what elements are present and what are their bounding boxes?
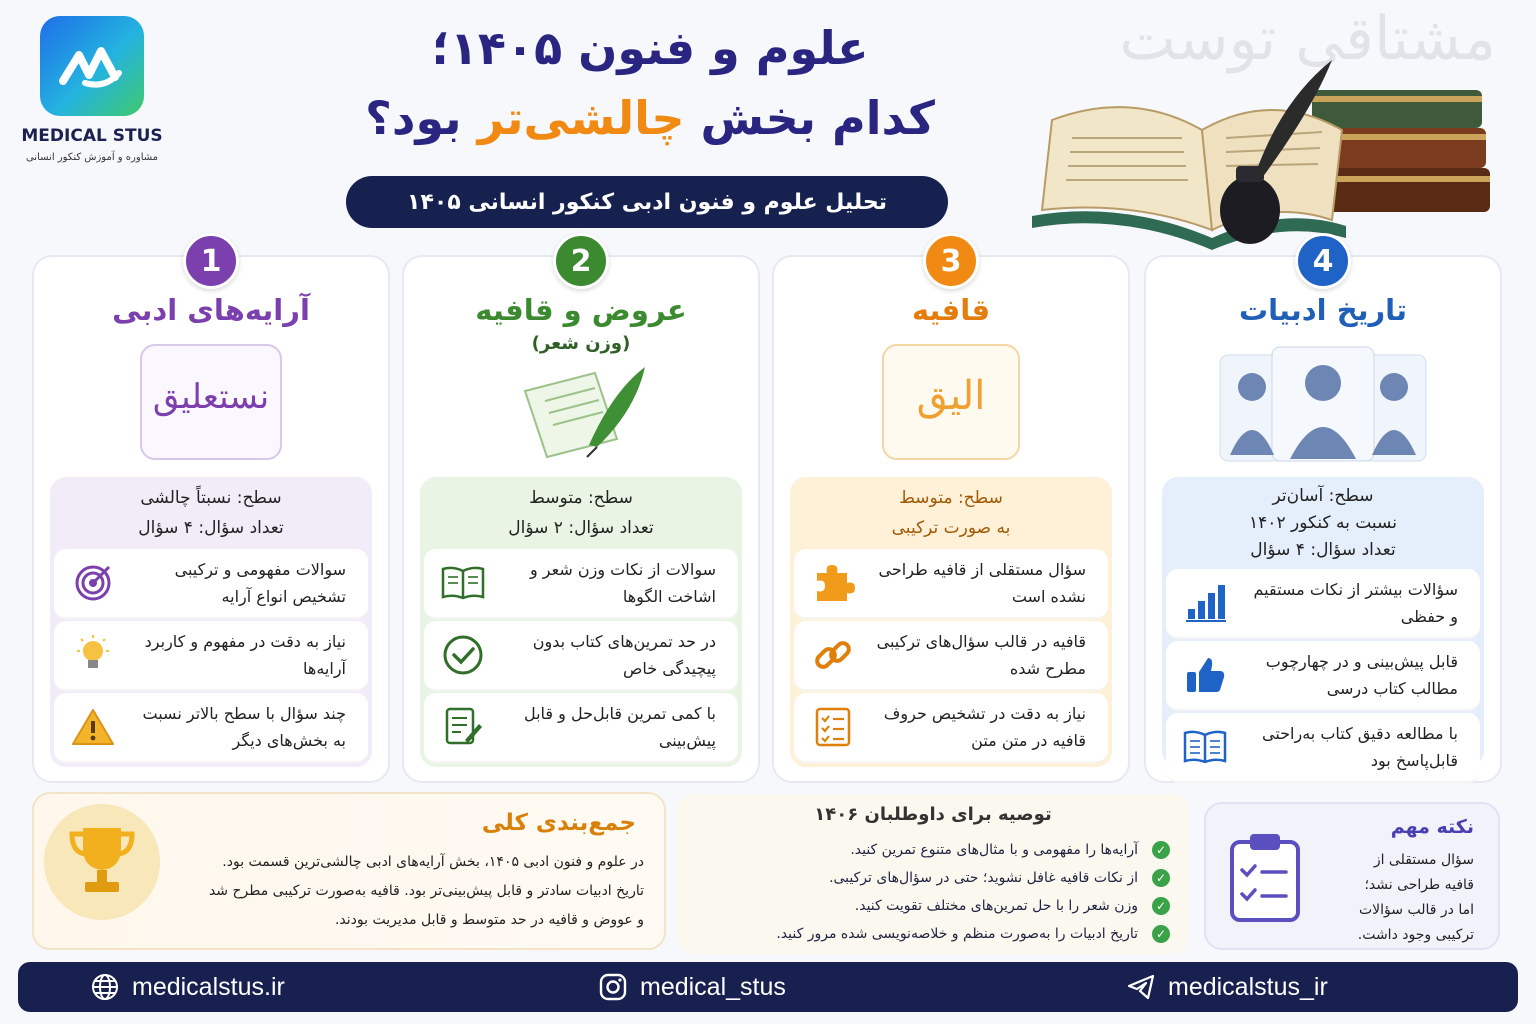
scroll-quill-illustration: [509, 361, 653, 461]
list-item: با مطالعه دقیق کتاب به‌راحتی قابل‌پاسخ بود: [1166, 713, 1480, 783]
note-title: نکته مهم: [1390, 816, 1474, 838]
card-subtitle: (وزن شعر): [531, 333, 631, 354]
card-literary-history: [1144, 243, 1502, 783]
card-rhyme: [772, 243, 1130, 783]
checklist-icon: [794, 706, 872, 748]
summary-title: جمع‌بندی کلی: [481, 810, 636, 836]
card-title: عروض و قافیه: [475, 293, 687, 327]
card-literary-devices: [32, 243, 390, 783]
background-calligraphy: مشتاقی توست: [1119, 4, 1496, 74]
check-icon: ✓: [1152, 925, 1170, 943]
list-item: در حد تمرین‌های کتاب بدون پیچیدگی خاص: [424, 621, 738, 691]
rhyme-calligraphy-illustration: [881, 343, 1021, 461]
recommendation-panel: [676, 794, 1190, 954]
telegram-icon: [1126, 972, 1156, 1002]
page-title-line1: علوم و فنون ۱۴۰۵؛: [431, 21, 869, 75]
instagram-icon: [598, 972, 628, 1002]
card-details: [420, 477, 742, 767]
card-number-badge: 1: [183, 233, 239, 289]
list-item: نیاز به دقت در مفهوم و کاربرد آرایه‌ها: [54, 621, 368, 691]
list-item: با کمی تمرین قابل‌حل و قابل پیش‌بینی: [424, 693, 738, 763]
footer-bar: [18, 962, 1518, 1012]
list-item: ✓ آرایه‌ها را مفهومی و با مثال‌های متنوع تمرین کنید.: [690, 836, 1170, 864]
page-title-line2: کدام بخش چالشی‌تر بود؟: [365, 91, 935, 145]
brand-logo: [40, 16, 144, 116]
card-details: [50, 477, 372, 767]
recommendation-title: توصیه برای داوطلبان ۱۴۰۶: [814, 804, 1052, 825]
level-info: سطح: نسبتاً چالشی تعداد سؤال: ۴ سؤال: [138, 488, 284, 538]
brand-subtitle: مشاوره و آموزش کنکور انسانی: [25, 152, 159, 163]
target-icon: [54, 563, 132, 603]
summary-panel: [32, 792, 666, 950]
list-item: قافیه در قالب سؤال‌های ترکیبی مطرح شده: [794, 621, 1108, 691]
puzzle-icon: [794, 561, 872, 605]
important-note-panel: [1204, 802, 1500, 950]
calligraphy-text: نستعلیق: [152, 377, 270, 417]
brand-name: MEDICAL STUS: [21, 126, 163, 146]
card-number-badge: 3: [923, 233, 979, 289]
list-item: ✓ وزن شعر را با حل تمرین‌های مختلف تقویت کنید.: [690, 892, 1170, 920]
summary-text: در علوم و فنون ادبی ۱۴۰۵، بخش آرایه‌های ادبی چالشی‌ترین قسمت بود. تاریخ ادبیات سادتر و قابل پیش‌بینی‌تر بود. قافیه به‌صورت ترکیبی مطرح شد و عووض و قافیه در حد متوسط و قابل مدیریت بودند.: [208, 854, 644, 928]
list-item: سوالات از نکات وزن شعر و اشاخت الگوها: [424, 549, 738, 619]
check-icon: ✓: [1152, 869, 1170, 887]
card-title: قافیه: [911, 293, 991, 327]
list-item: قابل پیش‌بینی و در چهارچوب مطالب کتاب درسی: [1166, 641, 1480, 711]
title-highlight: چالشی‌تر: [477, 91, 685, 145]
rhyme-calligraphy-text: الیق: [916, 373, 986, 419]
card-number-badge: 4: [1295, 233, 1351, 289]
clipboard-check-icon: [1228, 832, 1302, 928]
lightbulb-icon: [54, 633, 132, 677]
card-details: [790, 477, 1112, 767]
logo-mark-icon: [57, 41, 127, 91]
card-title: تاریخ ادبیات: [1239, 293, 1407, 327]
card-details: [1162, 477, 1484, 770]
card-prosody: [402, 243, 760, 783]
card-title: آرایه‌های ادبی: [112, 293, 310, 327]
list-item: سوالات مفهومی و ترکیبی تشخیص انواع آرایه: [54, 549, 368, 619]
note-text: سؤال مستقلی از قافیه طراحی نشد؛ اما در قالب سؤالات ترکیبی وجود داشت.: [1357, 852, 1474, 943]
page-subtitle-pill: تحلیل علوم و فنون ادبی کنکور انسانی ۱۴۰۵: [346, 176, 948, 228]
list-item: نیاز به دقت در تشخیص حروف قافیه در متن متن: [794, 693, 1108, 763]
calligraphy-illustration: [139, 343, 283, 461]
link-icon: [794, 634, 872, 676]
check-icon: ✓: [1152, 841, 1170, 859]
poets-illustration: [1218, 345, 1428, 463]
open-book-icon: [1032, 107, 1346, 250]
list-item: چند سؤال با سطح بالاتر نسبت به بخش‌های دیگر: [54, 693, 368, 763]
check-icon: ✓: [1152, 897, 1170, 915]
list-item: سؤال مستقلی از قافیه طراحی نشده است: [794, 549, 1108, 619]
level-info: سطح: آسان‌تر نسبت به کنکور ۱۴۰۲ تعداد سؤال: ۴ سؤال: [1249, 485, 1397, 560]
list-item: ✓ تاریخ ادبیات را به‌صورت منظم و خلاصه‌نویسی شده مرور کنید.: [690, 920, 1170, 948]
edit-document-icon: [424, 706, 502, 748]
books-quill-illustration: [1012, 60, 1492, 250]
card-number-badge: 2: [553, 233, 609, 289]
level-info: سطح: متوسط به صورت ترکیبی: [891, 488, 1011, 538]
instagram-link[interactable]: medical_stus: [598, 972, 786, 1002]
book-icon: [424, 565, 502, 601]
telegram-link[interactable]: medicalstus_ir: [1126, 972, 1328, 1002]
warning-icon: [54, 707, 132, 747]
recommendation-list: [690, 836, 1170, 948]
list-item: سؤالات بیشتر از نکات مستقیم و حفظی: [1166, 569, 1480, 639]
check-circle-icon: [424, 634, 502, 676]
list-item: ✓ از نکات قافیه غافل نشوید؛ حتی در سؤال‌های ترکیبی.: [690, 864, 1170, 892]
open-book-icon: [1166, 729, 1244, 765]
bar-chart-icon: [1166, 583, 1244, 623]
globe-icon: [90, 972, 120, 1002]
thumbs-up-icon: [1166, 654, 1244, 696]
trophy-icon: [44, 804, 160, 920]
website-link[interactable]: medicalstus.ir: [90, 972, 285, 1002]
level-info: سطح: متوسط تعداد سؤال: ۲ سؤال: [508, 488, 654, 538]
